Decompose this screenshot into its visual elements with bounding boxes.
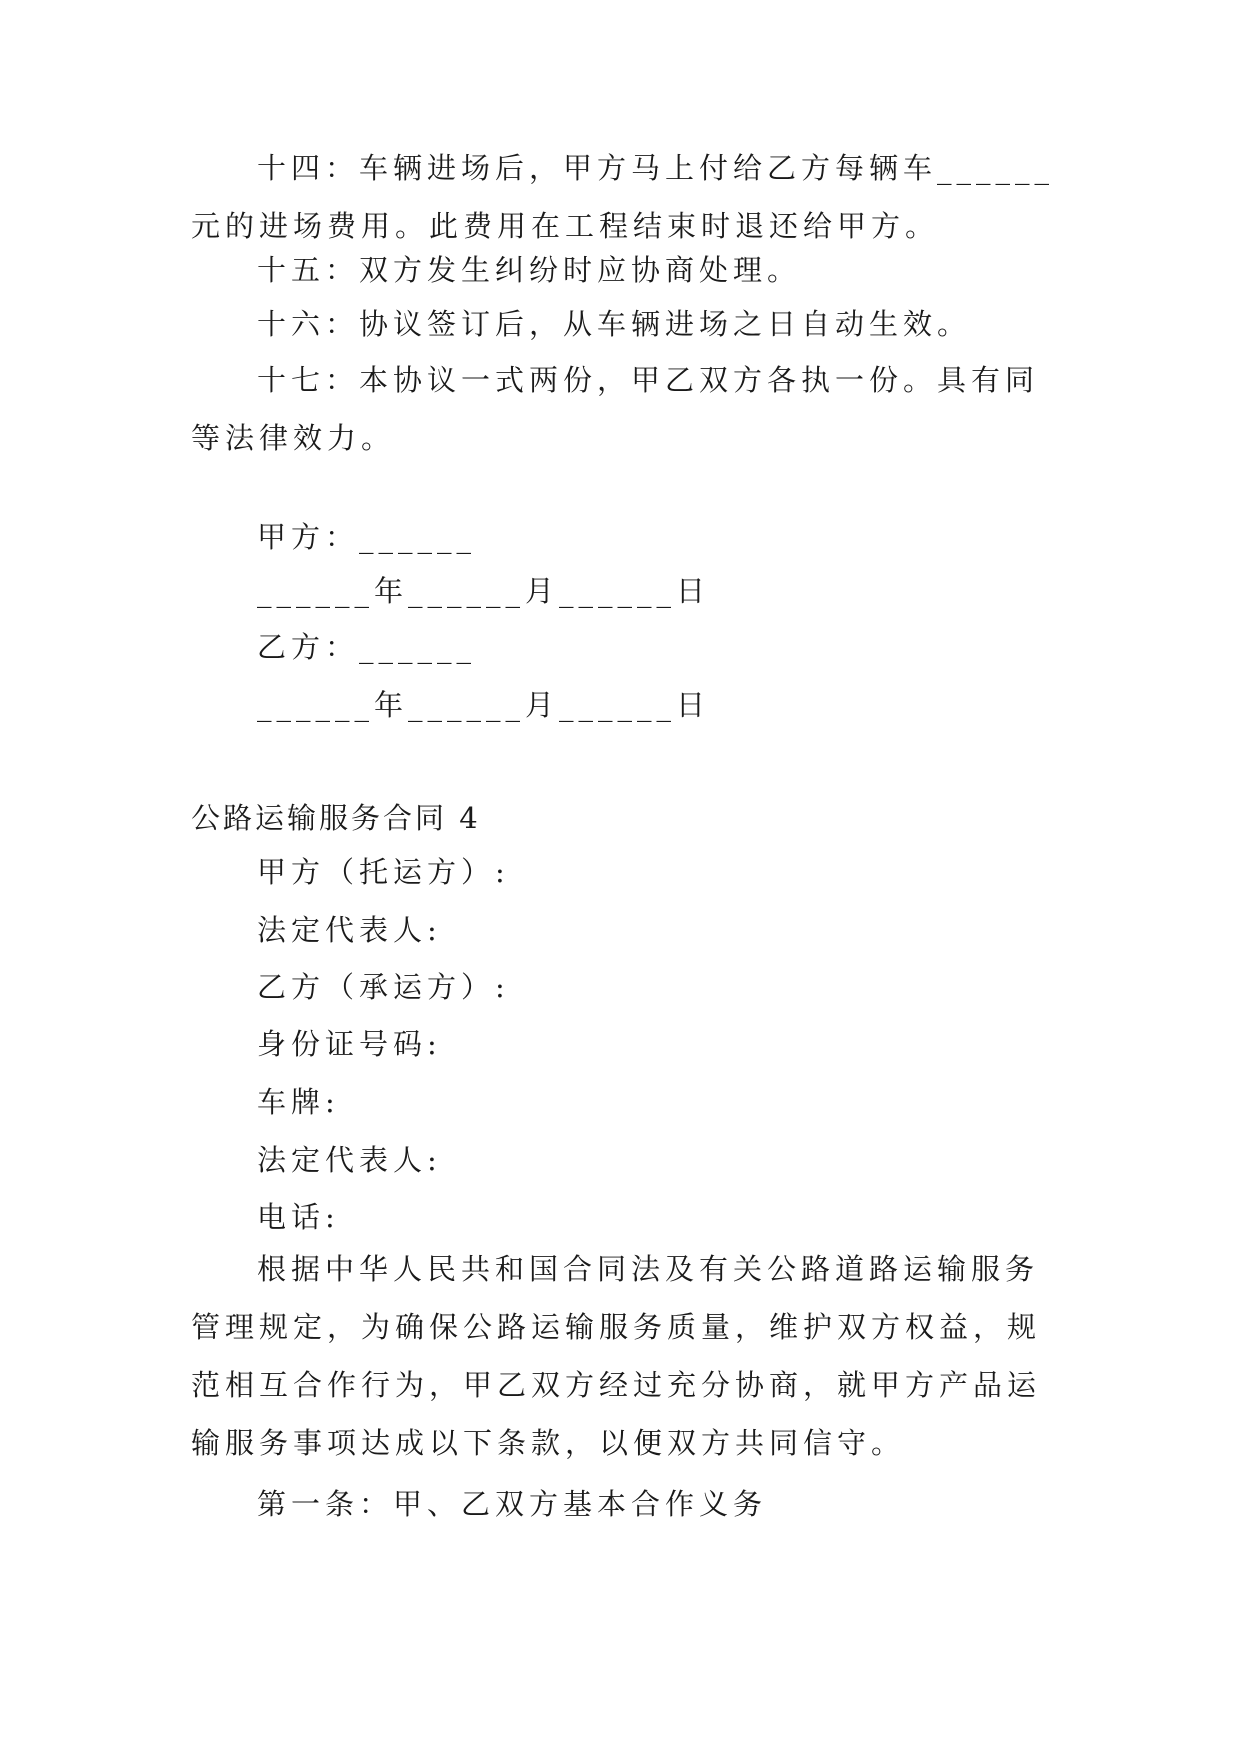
clause-15: 十五：双方发生纠纷时应协商处理。 xyxy=(257,253,802,287)
article-1-heading: 第一条：甲、乙双方基本合作义务 xyxy=(257,1487,768,1521)
legal-representative-a: 法定代表人: xyxy=(257,913,442,947)
id-number: 身份证号码: xyxy=(257,1027,442,1061)
party-b-carrier: 乙方（承运方）: xyxy=(257,970,510,1004)
preamble-paragraph: 根据中华人民共和国合同法及有关公路道路运输服务管理规定，为确保公路运输服务质量，维护双方权益，规范相互合作行为，甲乙双方经过充分协商，就甲方产品运输服务事项达成以下条款，以便双方共同信守。 xyxy=(191,1252,1042,1460)
clause-16: 十六：协议签订后，从车辆进场之日自动生效。 xyxy=(257,307,972,341)
clause-14: 十四：车辆进场后，甲方马上付给乙方每辆车______元的进场费用。此费用在工程结束时退还给甲方。 xyxy=(191,151,1055,243)
party-b-signature-line: 乙方：______ xyxy=(257,630,477,664)
clause-17: 十七：本协议一式两份，甲乙双方各执一份。具有同等法律效力。 xyxy=(191,363,1040,455)
party-a-date-line: ______年______月______日 xyxy=(257,574,711,608)
phone: 电话: xyxy=(257,1200,340,1234)
party-a-shipper: 甲方（托运方）: xyxy=(257,855,510,889)
contract-title: 公路运输服务合同 4 xyxy=(191,801,481,835)
license-plate: 车牌: xyxy=(257,1085,340,1119)
legal-representative-b: 法定代表人: xyxy=(257,1143,442,1177)
party-a-signature-line: 甲方：______ xyxy=(257,520,477,554)
party-b-date-line: ______年______月______日 xyxy=(257,688,711,722)
